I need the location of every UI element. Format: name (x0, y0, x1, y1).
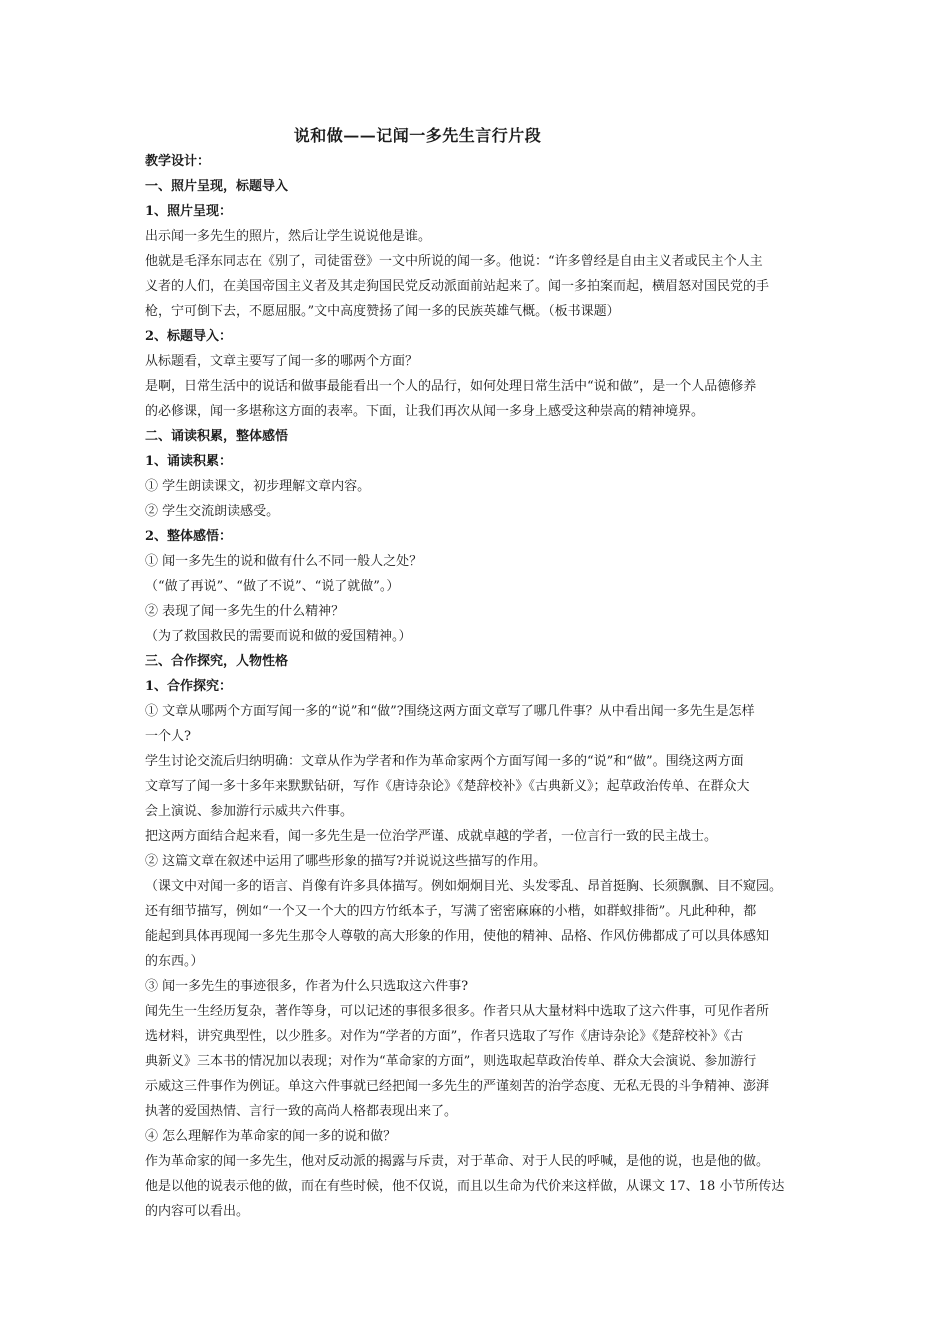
document-title: 说和做——记闻一多先生言行片段 (293, 126, 542, 145)
paragraph-line: 文章写了闻一多十多年来默默钻研，写作《唐诗杂论》《楚辞校补》《古典新义》；起草政治传单、在群众大 (145, 779, 750, 794)
paragraph-line: （“做了再说”、“做了不说”、“说了就做”。） (145, 579, 400, 594)
paragraph-line: 他就是毛泽东同志在《别了，司徒雷登》一文中所说的闻一多。他说：“许多曾经是自由主义者或民主个人主 (145, 254, 763, 269)
paragraph-line: 执著的爱国热情、言行一致的高尚人格都表现出来了。 (145, 1104, 458, 1119)
document-body (145, 149, 810, 1224)
paragraph-line: 闻先生一生经历复杂，著作等身，可以记述的事很多很多。作者只从大量材料中选取了这六件事，可见作者所 (145, 1004, 770, 1019)
paragraph-line: 义者的人们，在美国帝国主义者及其走狗国民党反动派面前站起来了。闻一多拍案而起，横眉怒对国民党的手 (145, 279, 770, 294)
paragraph-line: 还有细节描写，例如“一个又一个大的四方竹纸本子，写满了密密麻麻的小楷，如群蚁排衙”。凡此种种，都 (145, 904, 757, 919)
paragraph-line: 的必修课，闻一多堪称这方面的表率。下面，让我们再次从闻一多身上感受这种崇高的精神境界。 (145, 404, 705, 419)
paragraph-line: （课文中对闻一多的语言、肖像有许多具体描写。例如炯炯目光、头发零乱、昂首挺胸、长须飘飘、目不窥园。 (145, 879, 783, 894)
paragraph-line: 示威这三件事作为例证。单这六件事就已经把闻一多先生的严谨刻苦的治学态度、无私无畏的斗争精神、澎湃 (145, 1079, 770, 1094)
section-heading: 1、合作探究： (145, 679, 233, 694)
paragraph-line: ② 表现了闻一多先生的什么精神？ (145, 604, 345, 619)
paragraph-line: ② 学生交流朗读感受。 (145, 504, 280, 519)
paragraph-line: 会上演说、参加游行示威共六件事。 (145, 804, 354, 819)
paragraph-line: ① 文章从哪两个方面写闻一多的“说”和“做”?围绕这两方面文章写了哪几件事？从中看出闻一多先生是怎样 (145, 704, 755, 719)
paragraph-line: ③ 闻一多先生的事迹很多，作者为什么只选取这六件事? (145, 979, 469, 994)
paragraph-line: （为了救国救民的需要而说和做的爱国精神。） (145, 629, 412, 644)
paragraph-line: ① 闻一多先生的说和做有什么不同一般人之处？ (145, 554, 423, 569)
section-heading: 教学设计： (145, 154, 211, 169)
paragraph-line: 他是以他的说表示他的做，而在有些时候，他不仅说，而且以生命为代价来这样做，从课文 17、18 小节所传达 (145, 1179, 785, 1194)
paragraph-line: 学生讨论交流后归纳明确：文章从作为学者和作为革命家两个方面写闻一多的“说”和“做”。围绕这两方面 (145, 754, 744, 769)
paragraph-line: 作为革命家的闻一多先生，他对反动派的揭露与斥责，对于革命、对于人民的呼喊，是他的说，也是他的做。 (145, 1154, 770, 1169)
section-heading: 1、诵读积累： (145, 454, 233, 469)
paragraph-line: 的内容可以看出。 (145, 1204, 250, 1219)
paragraph-line: ② 这篇文章在叙述中运用了哪些形象的描写?并说说这些描写的作用。 (145, 854, 547, 869)
section-heading: 1、照片呈现： (145, 204, 233, 219)
section-heading: 二、诵读积累，整体感悟 (145, 429, 289, 444)
paragraph-line: ④ 怎么理解作为革命家的闻一多的说和做？ (145, 1129, 397, 1144)
paragraph-line: ① 学生朗读课文，初步理解文章内容。 (145, 479, 371, 494)
paragraph-line: 出示闻一多先生的照片，然后让学生说说他是谁。 (145, 229, 432, 244)
section-heading: 2、标题导入： (145, 329, 233, 344)
paragraph-line: 典新义》三本书的情况加以表现；对作为“革命家的方面”，则选取起草政治传单、群众大会演说、参加游行 (145, 1054, 757, 1069)
paragraph-line: 是啊，日常生活中的说话和做事最能看出一个人的品行，如何处理日常生活中“说和做”，是一个人品德修养 (145, 379, 757, 394)
paragraph-line: 枪，宁可倒下去，不愿屈服。”文中高度赞扬了闻一多的民族英雄气概。（板书课题） (145, 304, 620, 319)
paragraph-line: 能起到具体再现闻一多先生那令人尊敬的高大形象的作用，使他的精神、品格、作风仿佛都成了可以具体感知 (145, 929, 770, 944)
paragraph-line: 的东西。） (145, 954, 204, 969)
paragraph-line: 一个人? (145, 729, 191, 744)
section-heading: 一、照片呈现，标题导入 (145, 179, 289, 194)
paragraph-line: 把这两方面结合起来看，闻一多先生是一位治学严谨、成就卓越的学者，一位言行一致的民主战士。 (145, 829, 718, 844)
paragraph-line: 从标题看，文章主要写了闻一多的哪两个方面？ (145, 354, 419, 369)
section-heading: 三、合作探究，人物性格 (145, 654, 289, 669)
paragraph-line: 选材料，讲究典型性，以少胜多。对作为“学者的方面”，作者只选取了写作《唐诗杂论》《楚辞校补》《古 (145, 1029, 744, 1044)
section-heading: 2、整体感悟： (145, 529, 233, 544)
